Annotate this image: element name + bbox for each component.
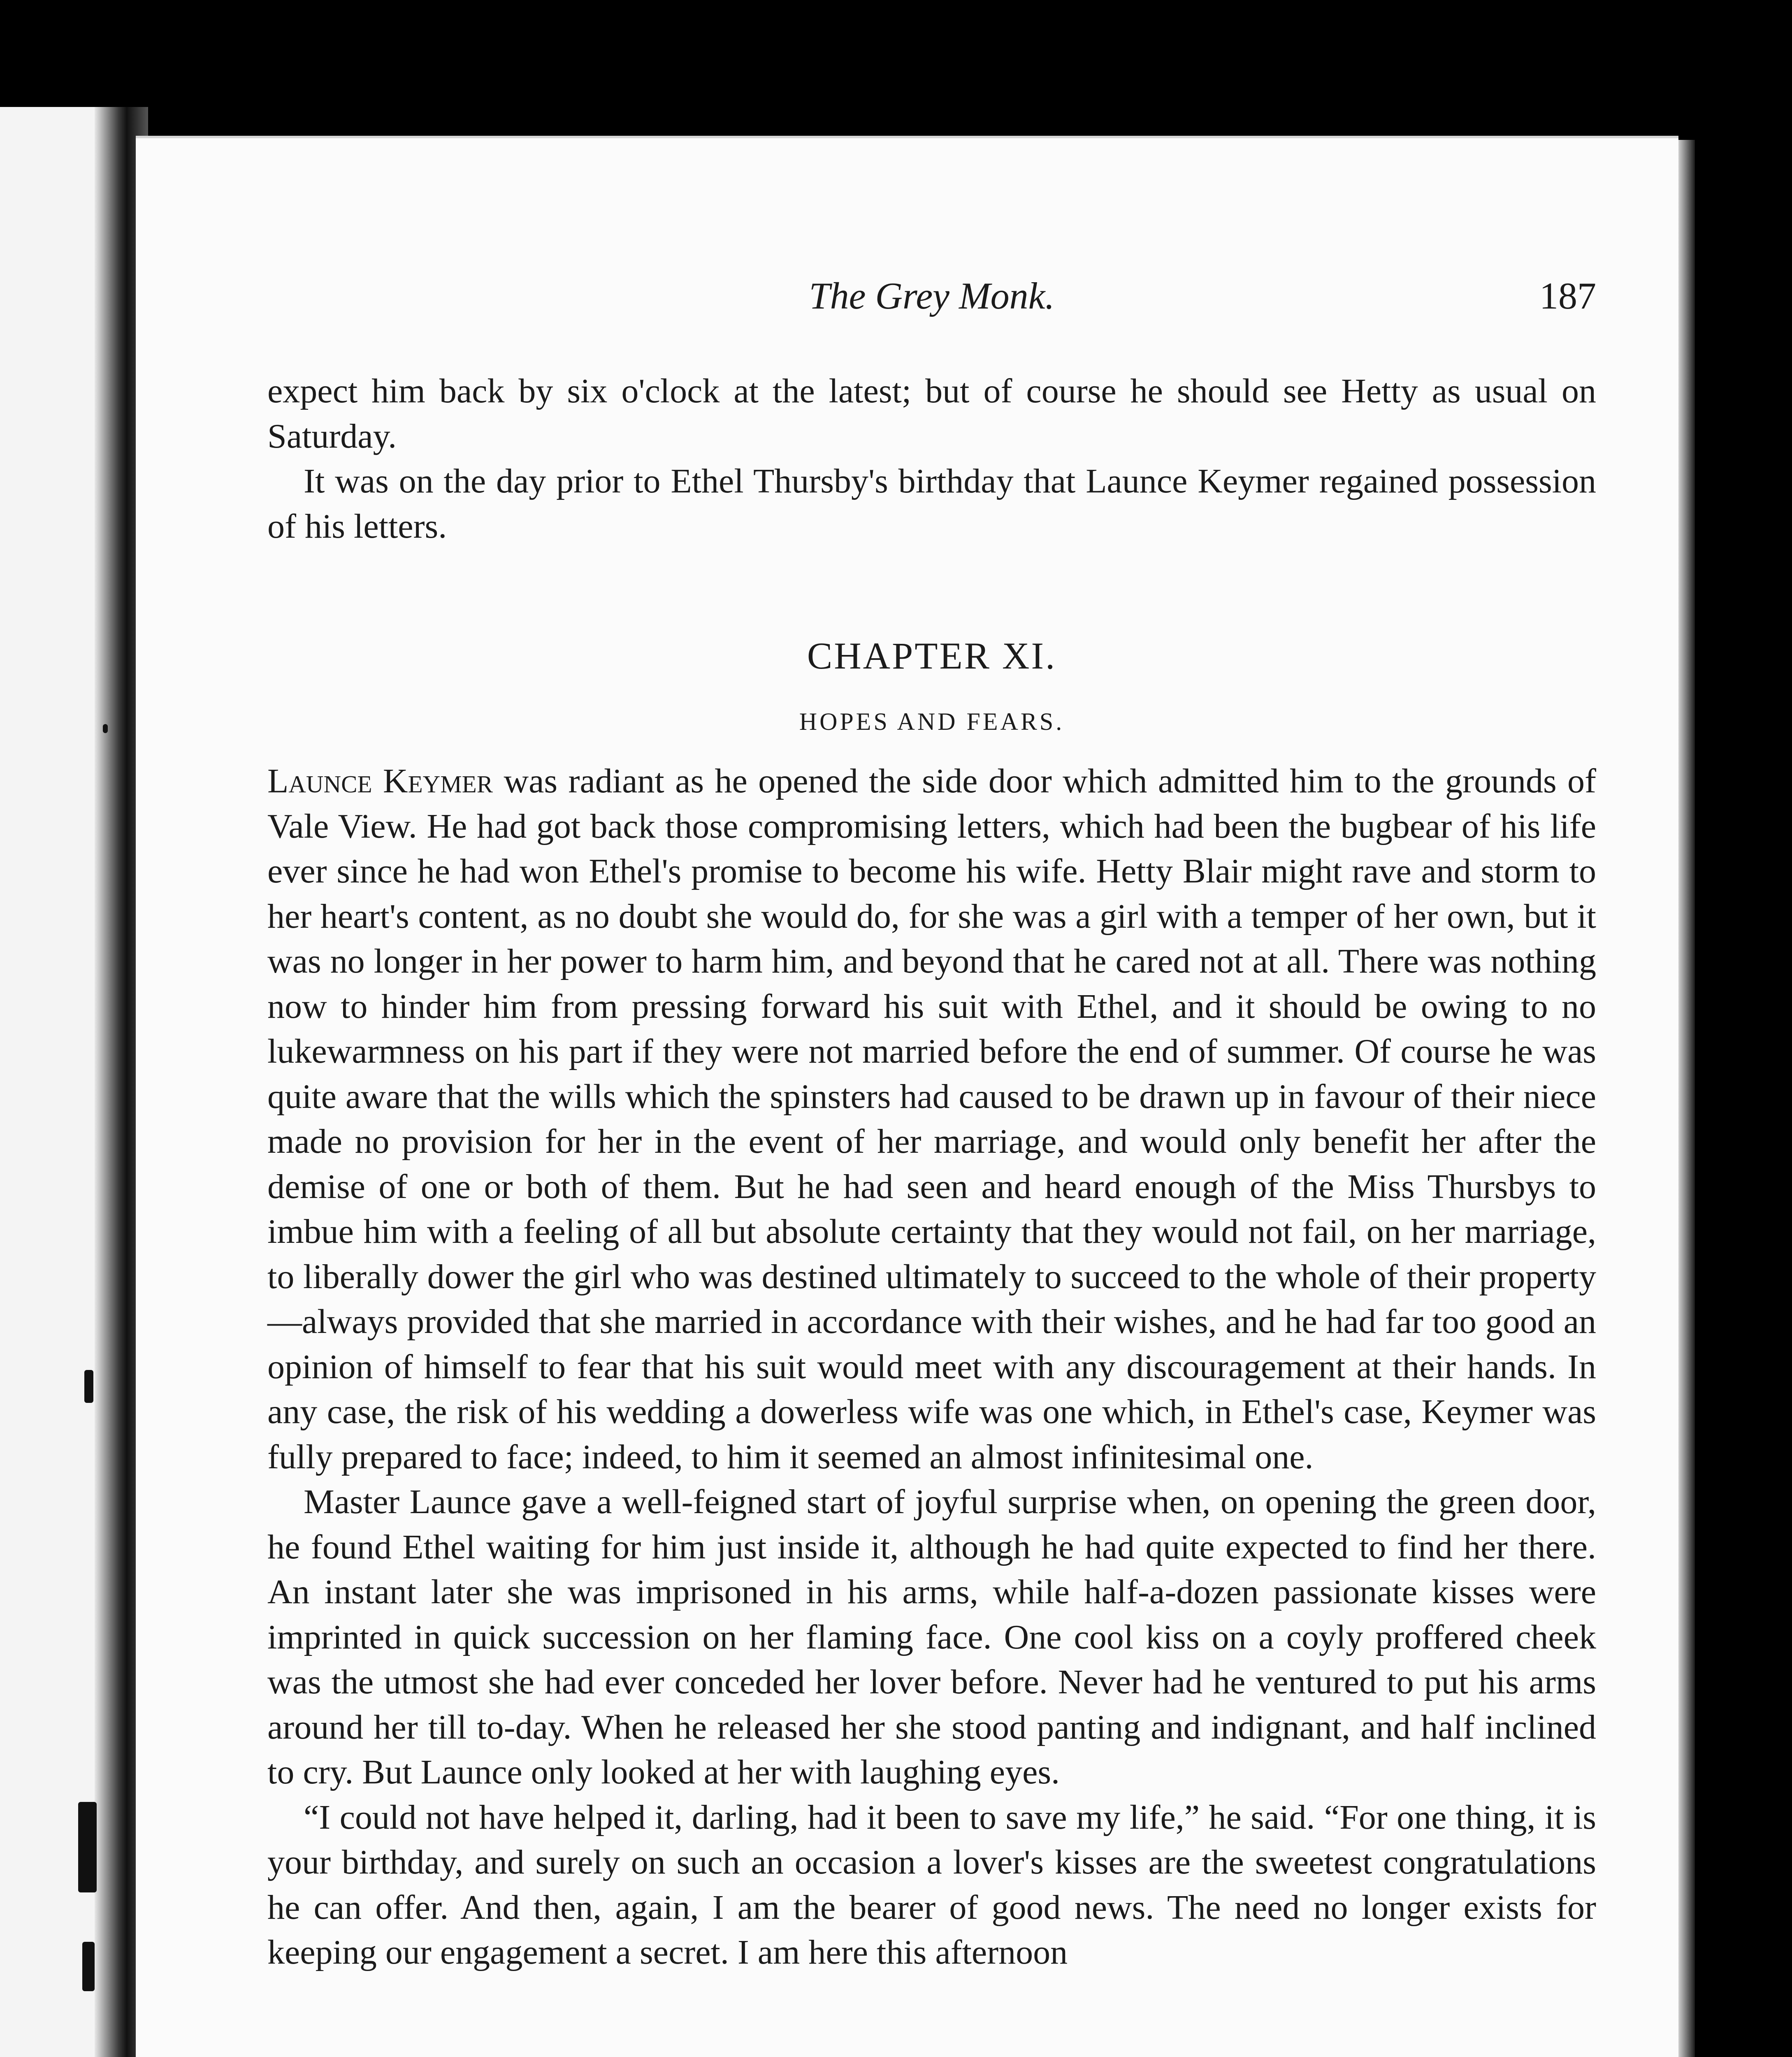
opening-words: Launce Keymer — [267, 762, 493, 800]
margin-mark — [84, 1370, 93, 1403]
paragraph — [267, 759, 1596, 1479]
page-header — [267, 274, 1596, 327]
paragraph: expect him back by six o'clock at the latest; but of course he should see Hetty as usual on Saturday. — [267, 372, 1596, 455]
margin-mark — [78, 1802, 97, 1892]
paragraph: “I could not have helped it, darling, had it been to save my life,” he said. “For one thing, it is your birthday, and surely on such an occasion a lover's kisses are the sweetest congratulations he can offer. And then, again, I am the bearer of good news. The need no longer exists for keeping our engagement a secret. I am here this afternoon — [267, 1798, 1596, 1971]
paragraph: Master Launce gave a well-feigned start of joyful surprise when, on opening the green door, he found Ethel waiting for him just inside it, although he had quite expected to find her there. An instant later she was imprisoned in his arms, while half-a-dozen passionate kisses were imprinted in quick succession on her flaming face. One cool kiss on a coyly proffered cheek was the utmost she had ever conceded her lover before. Never had he ventured to put his arms around her till to-day. When he released her she stood panting and indignant, and half inclined to cry. But Launce only looked at her with laughing eyes. — [267, 1483, 1596, 1791]
page-number: 187 — [1539, 275, 1596, 317]
paragraph-text: was radiant as he opened the side door which admitted him to the grounds of Vale View. He had got back those compromising letters, which had been the bugbear of his life ever since he had won Ethel's promise to become his wife. Hetty Blair might rave and storm to her heart's content, as no doubt she would do, for she was a girl with a temper of her own, but it was no longer in her power to harm him, and beyond that he cared not at all. There was nothing now to hinder him from pressing forward his suit with Ethel, and it should be owing to no lukewarmness on his part if they were not married before the end of summer. Of course he was quite aware that the wills which the spinsters had caused to be drawn up in favour of their niece made no provision for her in the event of her marriage, and would only benefit her after the demise of one or both of them. But he had seen and heard enough of the Miss Thursbys to imbue him with a feeling of all but absolute certainty that they would not fail, on her marriage, to liberally dower the girl who was destined ultimately to succeed to the whole of their property—always provided that she married in accordance with their wishes, and he had far too good an opinion of himself to fear that his suit would meet with any discouragement at their hands. In any case, the risk of his wedding a dowerless wife was one which, in Ethel's case, Keymer was fully prepared to face; indeed, to him it seemed an almost infinitesimal one. — [267, 762, 1596, 1476]
page-body — [267, 369, 1596, 1975]
chapter-title: CHAPTER XI. — [807, 635, 1057, 677]
running-title: The Grey Monk. — [809, 275, 1055, 317]
book-page — [136, 136, 1678, 2057]
chapter-subtitle: HOPES AND FEARS. — [799, 708, 1065, 735]
margin-mark — [103, 724, 108, 733]
page-edge-shadow — [1678, 140, 1695, 2057]
margin-mark — [82, 1942, 95, 1991]
paragraph: It was on the day prior to Ethel Thursby's birthday that Launce Keymer regained possession of his letters. — [267, 462, 1596, 546]
chapter-heading — [267, 631, 1596, 738]
